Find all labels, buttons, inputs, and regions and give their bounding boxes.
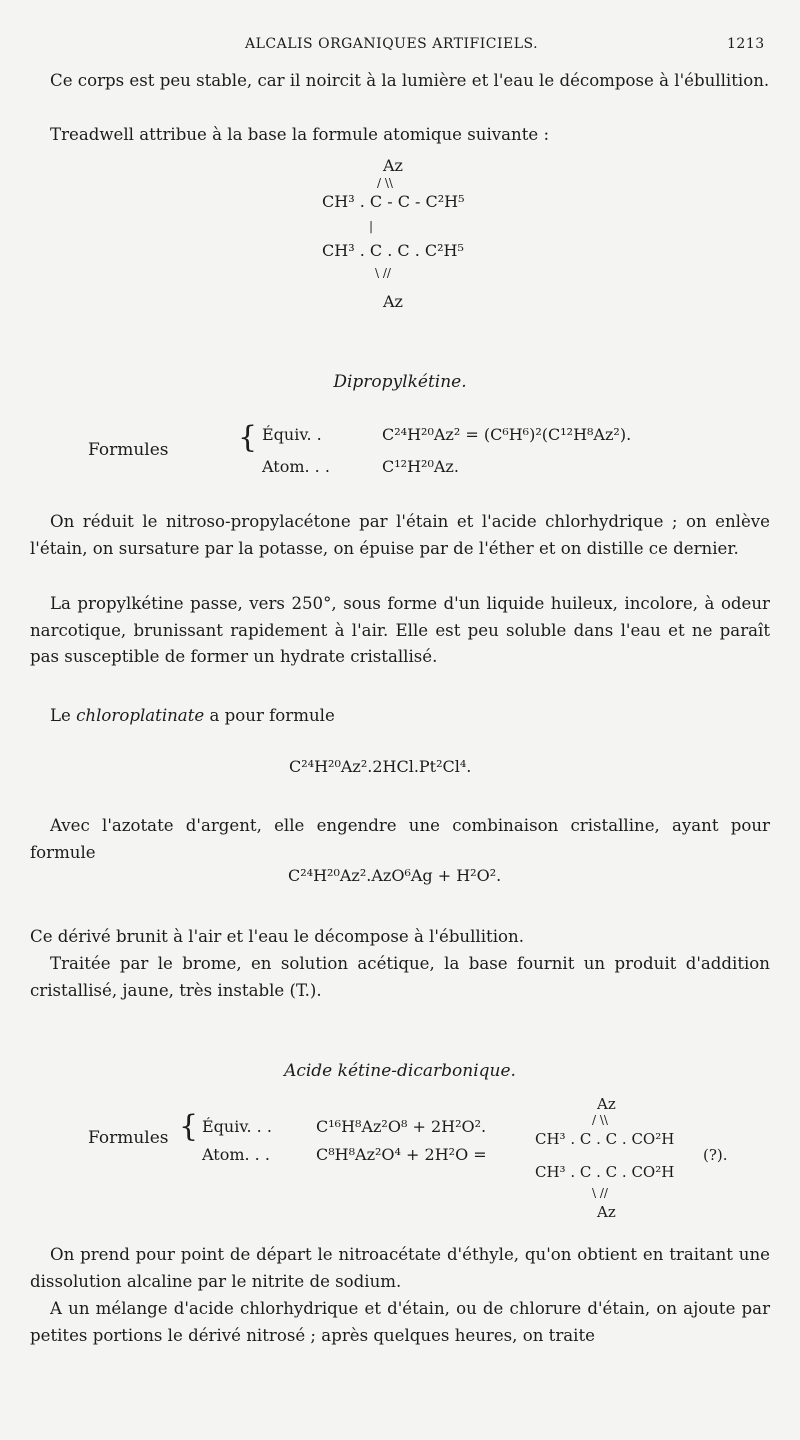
struct1-bonds-bottom: \ // [375,266,391,280]
struct2-question: (?). [703,1146,728,1164]
paragraph-1: Ce corps est peu stable, car il noircit à la lumière et l'eau le décompose à l'ébullition. [50,71,770,90]
paragraph-2: Treadwell attribue à la base la formule atomique suivante : [50,125,550,144]
p5-suffix: a pour formule [204,706,335,725]
atom-label-2: Atom. . . [202,1145,270,1164]
page-number: 1213 [727,36,765,52]
section-title-acide-ketine-dicarbonique: Acide kétine-dicarbonique. [284,1061,516,1081]
struct1-bond-mid: | [369,219,374,233]
p5-italic: chloroplatinate [76,706,205,725]
paragraph-5 [30,703,770,730]
struct2-bonds-bottom: \ // [592,1186,608,1200]
struct1-bonds-top: / \\ [377,176,393,190]
p5-prefix: Le [50,706,77,725]
atom-formula-2: C⁸H⁸Az²O⁴ + 2H²O = [316,1145,487,1164]
paragraph-9: On prend pour point de départ le nitroacétate d'éthyle, qu'on obtient en traitant une dissolution alcaline par le nitrite de sodium. [30,1245,770,1291]
struct1-az-top: Az [383,156,403,175]
formula-chloroplatinate: C²⁴H²⁰Az².2HCl.Pt²Cl⁴. [289,757,472,776]
struct1-row1: CH³ . C - C - C²H⁵ [322,192,465,211]
atom-label-1: Atom. . . [262,457,330,476]
paragraph-3: On réduit le nitroso-propylacétone par l'étain et l'acide chlorhydrique ; on enlève l'étain, on sursature par la potasse, on épuise par de l'éther et on distille ce dernier. [30,512,770,558]
paragraph-10: A un mélange d'acide chlorhydrique et d'étain, ou de chlorure d'étain, on ajoute par petites portions le dérivé nitrosé ; après quelques heures, on traite [30,1299,770,1345]
paragraph-4: La propylkétine passe, vers 250°, sous forme d'un liquide huileux, incolore, à odeur narcotique, brunissant rapidement à l'air. Elle est peu soluble dans l'eau et ne paraît pas susceptible de former un hydrate cristallisé. [30,594,770,666]
struct2-az-top: Az [597,1095,616,1113]
struct1-az-bottom: Az [383,292,403,311]
struct2-az-bottom: Az [597,1203,616,1221]
equiv-label-2: Équiv. . . [202,1117,272,1136]
paragraph-7: Ce dérivé brunit à l'air et l'eau le décompose à l'ébullition. [30,927,524,946]
struct1-row2: CH³ . C . C . C²H⁵ [322,241,464,260]
brace-2: { [179,1109,199,1144]
paragraph-8: Traitée par le brome, en solution acétique, la base fournit un produit d'addition cristallisé, jaune, très instable (T.). [30,954,770,1000]
paragraph-6: Avec l'azotate d'argent, elle engendre une combinaison cristalline, ayant pour formule [30,816,770,862]
equiv-label-1: Équiv. . [262,425,322,444]
atom-formula-1: C¹²H²⁰Az. [382,457,459,476]
formulas-label-2: Formules [88,1128,169,1148]
struct2-row1: CH³ . C . C . CO²H [535,1130,675,1148]
section-title-dipropylketine: Dipropylkétine. [333,372,467,392]
formulas-label-1: Formules [88,440,169,460]
equiv-formula-1: C²⁴H²⁰Az² = (C⁶H⁶)²(C¹²H⁸Az²). [382,425,632,444]
struct2-bonds-top: / \\ [592,1113,608,1127]
struct2-row2: CH³ . C . C . CO²H [535,1163,675,1181]
equiv-formula-2: C¹⁶H⁸Az²O⁸ + 2H²O². [316,1117,487,1136]
formula-silver: C²⁴H²⁰Az².AzO⁶Ag + H²O². [288,866,502,885]
running-title: ALCALIS ORGANIQUES ARTIFICIELS. [245,36,539,52]
brace-1: { [238,420,258,455]
